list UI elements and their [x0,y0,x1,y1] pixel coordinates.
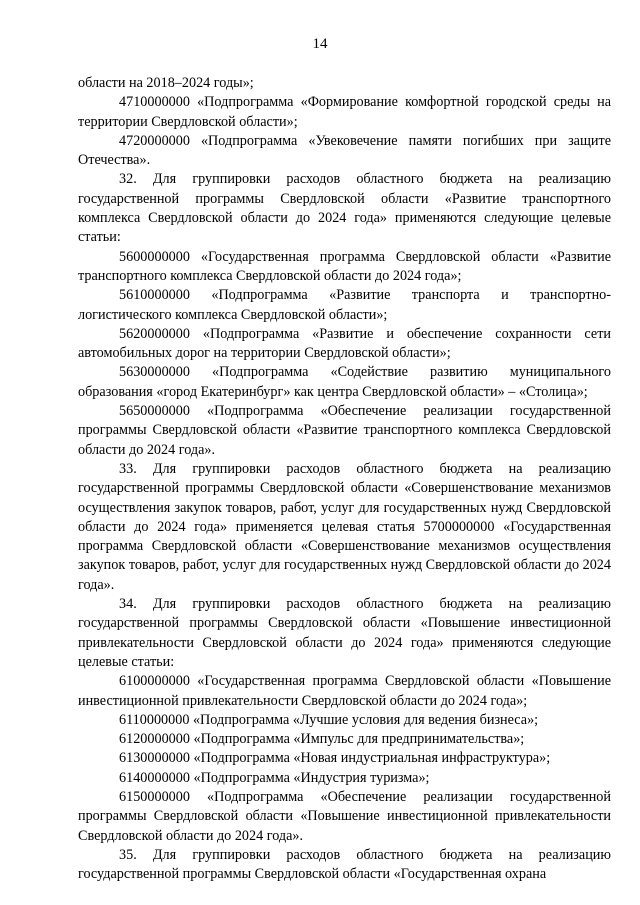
paragraph-6110000000: 6110000000 «Подпрограмма «Лучшие условия для ведения бизнеса»; [119,711,539,728]
paragraph-item-35: 35. Для группировки расходов областного бюджета на реализацию государственной программы Свердловской области «Государственная охрана [78,846,611,883]
paragraph-5630000000: 5630000000 «Подпрограмма «Содействие развитию муниципального образования «город Екатеринбург» как центра Свердловской области» – «Столица»; [78,364,611,400]
paragraph-4720000000: 4720000000 «Подпрограмма «Увековечение памяти погибших при защите Отечества». [78,132,611,169]
paragraph-5650000000: 5650000000 «Подпрограмма «Обеспечение реализации государственной программы Свердловской области «Развитие транспортного комплекса Свердловской области до 2024 года». [78,403,611,458]
paragraph-5620000000: 5620000000 «Подпрограмма «Развитие и обеспечение сохранности сети автомобильных дорог на территории Свердловской области»; [78,325,611,362]
page-number: 14 [312,36,328,52]
paragraph-5600000000: 5600000000 «Государственная программа Свердловской области «Развитие транспортного комплекса Свердловской области до 2024 года»; [78,248,611,284]
paragraph-5610000000: 5610000000 «Подпрограмма «Развитие транспорта и транспортно-логистического комплекса Свердловской области»; [78,287,611,323]
paragraph-6150000000: 6150000000 «Подпрограмма «Обеспечение реализации государственной программы Свердловской области «Повышение инвестиционной привлекательности Свердловской области до 2024 года». [78,788,611,844]
paragraph-item-34: 34. Для группировки расходов областного бюджета на реализацию государственной программы Свердловской области «Повышение инвестиционной привлекательности Свердловской области до 2024 года» применяются следующие целевые статьи: [78,596,611,670]
paragraph-6100000000: 6100000000 «Государственная программа Свердловской области «Повышение инвестиционной привлекательности Свердловской области до 2024 года»; [78,673,611,709]
paragraph-item-33: 33. Для группировки расходов областного бюджета на реализацию государственной программы Свердловской области «Совершенствование механизмов осуществления закупок товаров, работ, услуг для государственных нужд Свердловской области до 2024 года» применяется целевая статья 5700000000 «Государственная программа Свердловской области «Совершенствование механизмов осуществления закупок товаров, работ, услуг для государственных нужд Свердловской области до 2024 года». [78,460,611,593]
paragraph-6120000000: 6120000000 «Подпрограмма «Импульс для предпринимательства»; [119,731,525,748]
document-body [78,74,611,884]
paragraph-6130000000: 6130000000 «Подпрограмма «Новая индустриальная инфраструктура»; [119,750,551,767]
paragraph-item-32: 32. Для группировки расходов областного бюджета на реализацию государственной программы Свердловской области «Развитие транспортного комплекса Свердловской области до 2024 года» применяются следующие целевые статьи: [78,171,611,246]
paragraph-6140000000: 6140000000 «Подпрограмма «Индустрия туризма»; [119,769,430,786]
paragraph-continuation: области на 2018–2024 годы»; [78,75,254,91]
paragraph-4710000000: 4710000000 «Подпрограмма «Формирование комфортной городской среды на территории Свердловской области»; [78,94,611,130]
